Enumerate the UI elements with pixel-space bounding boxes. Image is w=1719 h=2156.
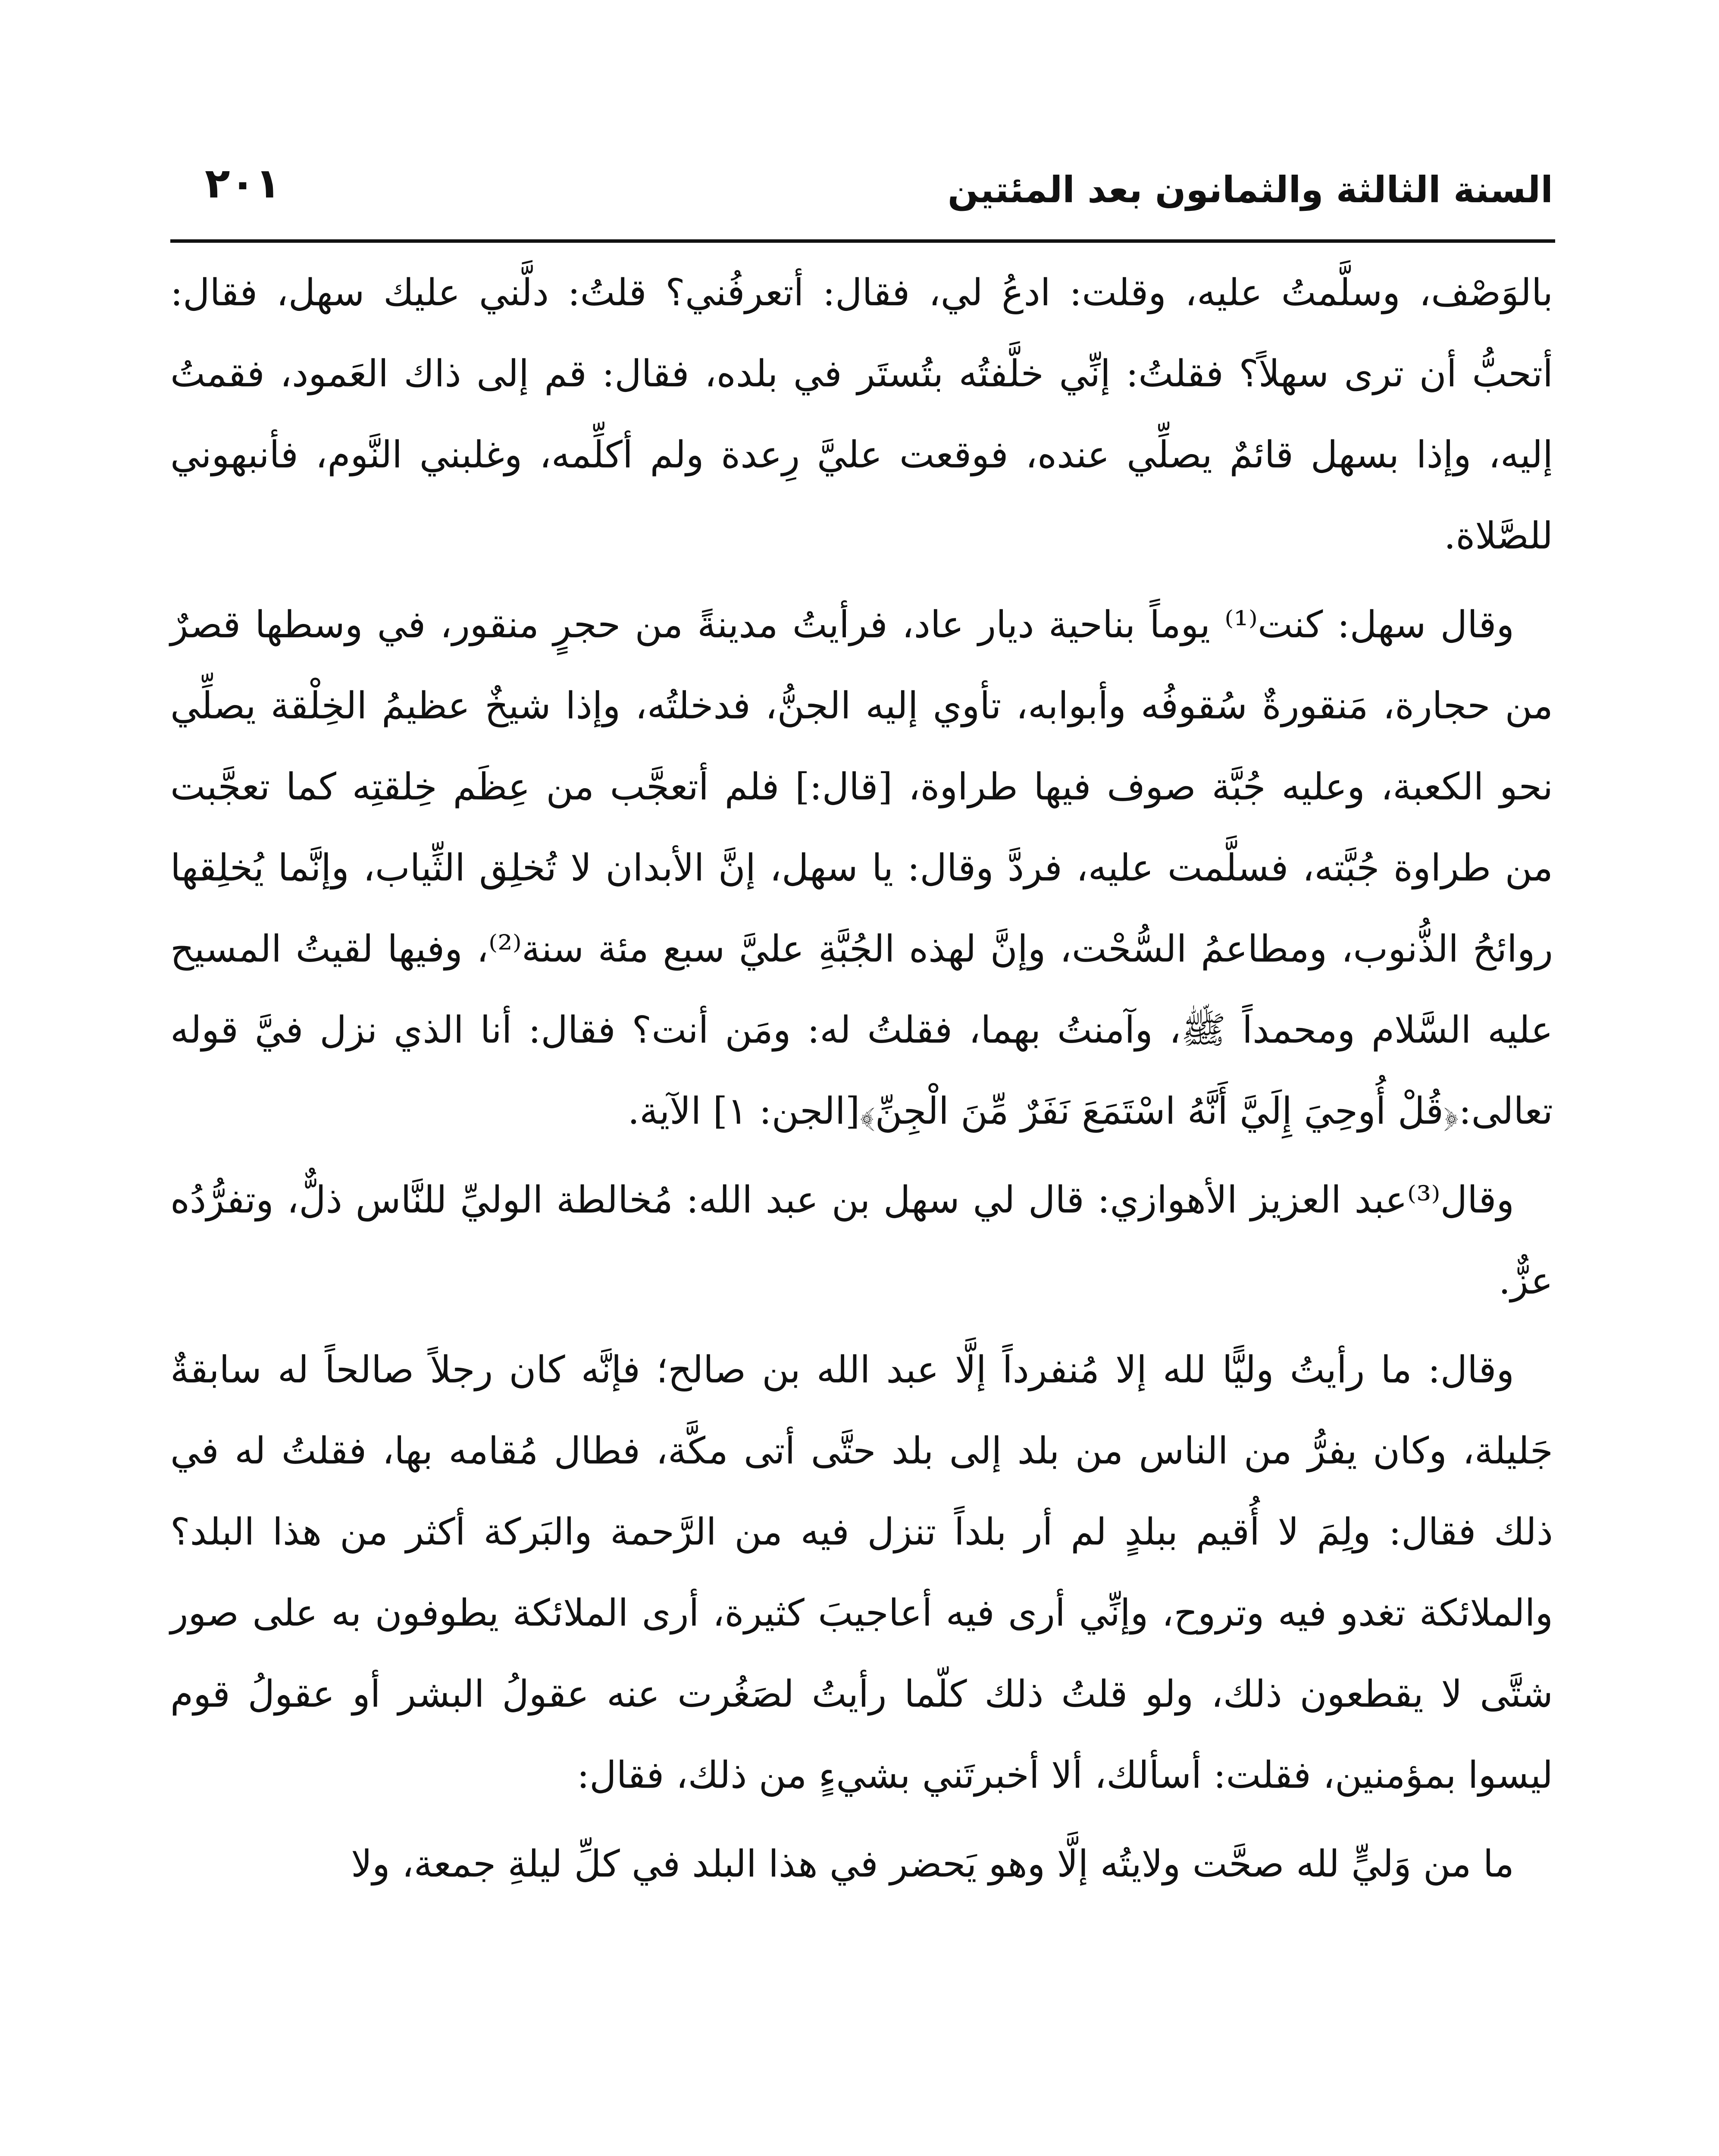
paragraph-3: وقال⁽³⁾عبد العزيز الأهوازي: قال لي سهل بن عبد الله: مُخالطة الوليِّ للنَّاس ذلٌّ، وتفرُّدُه عزٌّ. (170, 1178, 1553, 1303)
paragraph-5: ما من وَليٍّ لله صحَّت ولايتُه إلَّا وهو يَحضر في هذا البلد في كلِّ ليلةِ جمعة، ولا (351, 1843, 1514, 1886)
quran-reference: [الجن: ١] الآية. (627, 1090, 860, 1133)
page-number: ٢٠١ (205, 159, 281, 207)
paragraph-1: بالوَصْف، وسلَّمتُ عليه، وقلت: ادعُ لي، فقال: أتعرفُني؟ قلتُ: دلَّني عليك سهل، فقال: أتحبُّ أن ترى سهلاً؟ فقلتُ: إنِّي خلَّفتُه بتُستَر في بلده، فقال: قم إلى ذاك العَمود، فقمتُ إليه، وإذا بسهل قائمٌ يصلِّي عنده، فوقعت عليَّ رِعدة ولم أكلِّمه، وغلبني النَّوم، فأنبهوني للصَّلاة. (170, 271, 1553, 558)
quran-verse: قُلْ أُوحِيَ إِلَيَّ أَنَّهُ اسْتَمَعَ نَفَرٌ مِّنَ الْجِنِّ (875, 1090, 1444, 1133)
running-title: السنة الثالثة والثمانون بعد المئتين (947, 169, 1553, 211)
main-text (170, 252, 1553, 1912)
quran-close-bracket: ﴾ (860, 1090, 875, 1133)
paragraph-2 (170, 584, 1553, 1152)
header-rule (170, 239, 1555, 243)
paragraph-2-text: وقال سهل: كنت⁽¹⁾ يوماً بناحية ديار عاد، فرأيتُ مدينةً من حجرٍ منقور، في وسطها قصرٌ من حجارة، مَنقورةٌ سُقوفُه وأبوابه، تأوي إليه الجنُّ، فدخلتُه، وإذا شيخٌ عظيمُ الخِلْقة يصلِّي نحو الكعبة، وعليه جُبَّة صوف فيها طراوة، [قال:] فلم أتعجَّب من عِظَم خِلقتِه كما تعجَّبت من طراوة جُبَّته، فسلَّمت عليه، فردَّ وقال: يا سهل، إنَّ الأبدان لا تُخلِق الثِّياب، وإنَّما يُخلِقها روائحُ الذُّنوب، ومطاعمُ السُّحْت، وإنَّ لهذه الجُبَّةِ عليَّ سبع مئة سنة⁽²⁾، وفيها لقيتُ المسيح عليه السَّلام ومحمداً ﷺ، وآمنتُ بهما، فقلتُ له: ومَن أنت؟ فقال: أنا الذي نزل فيَّ قوله تعالى: (170, 603, 1553, 1133)
quran-open-bracket: ﴿ (1443, 1090, 1459, 1133)
paragraph-4: وقال: ما رأيتُ وليًّا لله إلا مُنفرداً إلَّا عبد الله بن صالح؛ فإنَّه كان رجلاً صالحاً له سابقةٌ جَليلة، وكان يفرُّ من الناس من بلد إلى بلد حتَّى أتى مكَّة، فطال مُقامه بها، فقلتُ له في ذلك فقال: ولِمَ لا أُقيم ببلدٍ لم أر بلداً تنزل فيه من الرَّحمة والبَركة أكثر من هذا البلد؟ والملائكة تغدو فيه وتروح، وإنِّي أرى فيه أعاجيبَ كثيرة، أرى الملائكة يطوفون به على صور شتَّى لا يقطعون ذلك، ولو قلتُ ذلك كلّما رأيتُ لصَغُرت عنه عقولُ البشر أو عقولُ قوم ليسوا بمؤمنين، فقلت: أسألك، ألا أخبرتَني بشيءٍ من ذلك، فقال: (170, 1348, 1553, 1797)
page-header (170, 138, 1553, 224)
